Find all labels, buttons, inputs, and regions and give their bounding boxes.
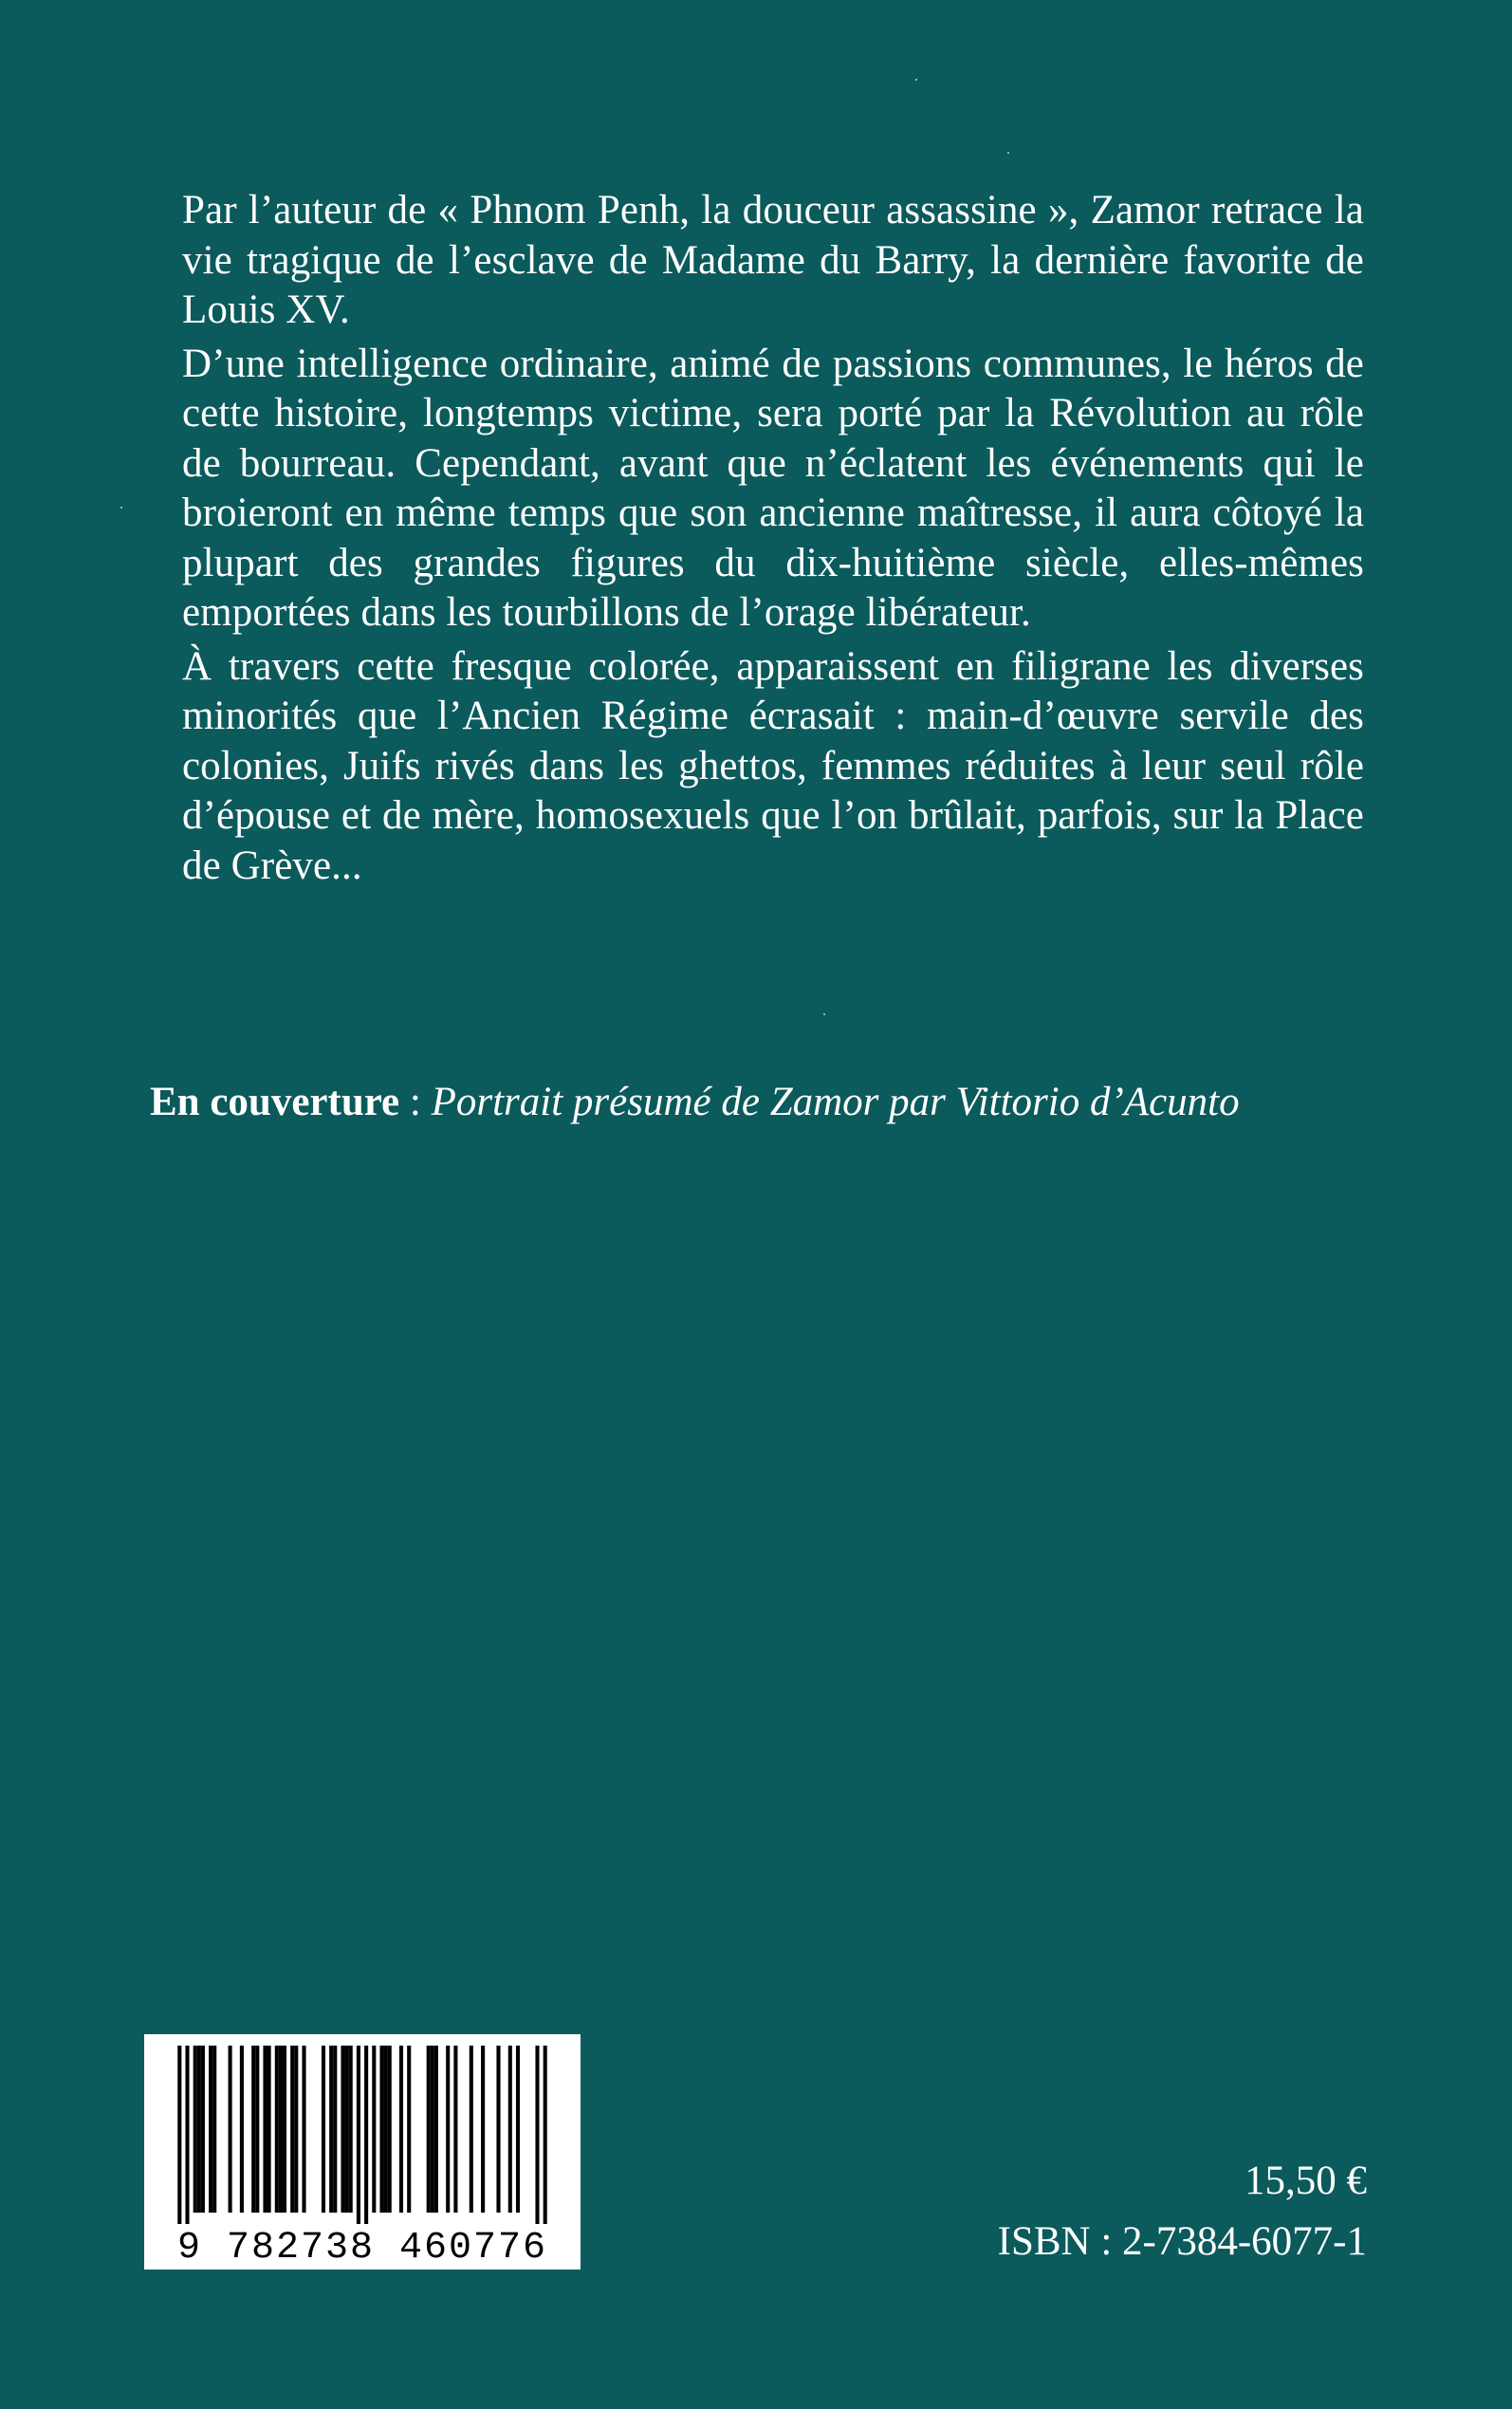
barcode-bar [255, 2046, 259, 2213]
barcode-bar [267, 2046, 271, 2213]
barcode-bar [209, 2046, 212, 2213]
cover-credit-separator: : [399, 1080, 432, 1124]
barcode-bar [279, 2046, 283, 2213]
barcode-bar [407, 2046, 411, 2213]
blurb-paragraph-1: Par l’auteur de « Phnom Penh, la douceur assassine », Zamor retrace la vie tragique de l’esclave de Madame du Barry, la dernière favorite de Louis XV. [182, 188, 1364, 332]
barcode-bar [329, 2046, 333, 2213]
barcode-bar [294, 2046, 298, 2213]
barcode-bar [302, 2046, 305, 2213]
barcode-bar [240, 2046, 244, 2213]
back-cover-blurb [182, 186, 1364, 891]
barcode-bar [229, 2046, 232, 2213]
barcode-bar [194, 2046, 197, 2213]
barcode-bar [333, 2046, 337, 2213]
print-speck [915, 79, 917, 81]
barcode-bar [177, 2046, 181, 2224]
barcode-bar [345, 2046, 349, 2213]
barcode-bar [388, 2046, 392, 2213]
print-speck [120, 507, 122, 509]
barcode-bar [496, 2046, 500, 2213]
cover-credit-label: En couverture [150, 1080, 400, 1124]
barcode-bar [185, 2046, 189, 2224]
isbn: ISBN : 2-7384-6077-1 [997, 2219, 1367, 2264]
price: 15,50 € [1245, 2159, 1367, 2203]
barcode-bar [453, 2046, 457, 2213]
barcode-bar [322, 2046, 325, 2213]
barcode-bar [470, 2046, 473, 2213]
barcode-bar [197, 2046, 201, 2213]
barcode-bar [379, 2046, 383, 2213]
barcode-bar [516, 2046, 520, 2213]
barcode-graphic [144, 2034, 581, 2270]
barcode-bar [251, 2046, 255, 2213]
print-speck [823, 1013, 825, 1015]
barcode-bar [283, 2046, 286, 2213]
barcode-bar [544, 2046, 547, 2224]
blurb-paragraph-3: À travers cette fresque colorée, apparaissent en filigrane les diverses minorités que l’Ancien Régime écrasait : main-d’œuvre servile des colonies, Juifs rivés dans les ghettos, femmes réduites à leur seul rôle d’épouse et de mère, homosexuels que l’on brûlait, parfois, sur la Place de Grève... [182, 643, 1364, 888]
blurb-paragraph-2: D’une intelligence ordinaire, animé de passions communes, le héros de cette histoire, longtemps victime, sera porté par la Révolution au rôle de bourreau. Cependant, avant que n’éclatent les événements qui le broieront en même temps que son ancienne maîtresse, il aura côtoyé la plupart des grandes figures du dix-huitième siècle, elles-mêmes emportées dans les tourbillons de l’orage libérateur. [182, 341, 1364, 635]
cover-credit [150, 1078, 1240, 1127]
barcode-bar [434, 2046, 438, 2213]
barcode-bar [357, 2046, 360, 2224]
barcode-bar [263, 2046, 267, 2213]
barcode-bar [508, 2046, 512, 2213]
barcode-bar [427, 2046, 431, 2213]
cover-credit-title: Portrait présumé de Zamor par Vittorio d’Acunto [431, 1080, 1240, 1124]
barcode-digits: 9 782738 460776 [176, 2227, 548, 2270]
barcode-bar [535, 2046, 539, 2224]
barcode-bar [364, 2046, 368, 2224]
barcode-bar [341, 2046, 344, 2213]
barcode-bar [212, 2046, 216, 2213]
barcode-bar [384, 2046, 388, 2213]
barcode-bar [481, 2046, 485, 2213]
barcode-bars [177, 2046, 547, 2224]
print-speck [1007, 152, 1009, 154]
barcode [144, 2034, 581, 2270]
barcode-bar [349, 2046, 353, 2213]
barcode-bar [399, 2046, 403, 2213]
barcode-bar [446, 2046, 450, 2213]
barcode-bar [275, 2046, 279, 2213]
barcode-bar [290, 2046, 294, 2213]
barcode-bar [372, 2046, 376, 2213]
barcode-bar [431, 2046, 434, 2213]
barcode-bar [201, 2046, 205, 2213]
